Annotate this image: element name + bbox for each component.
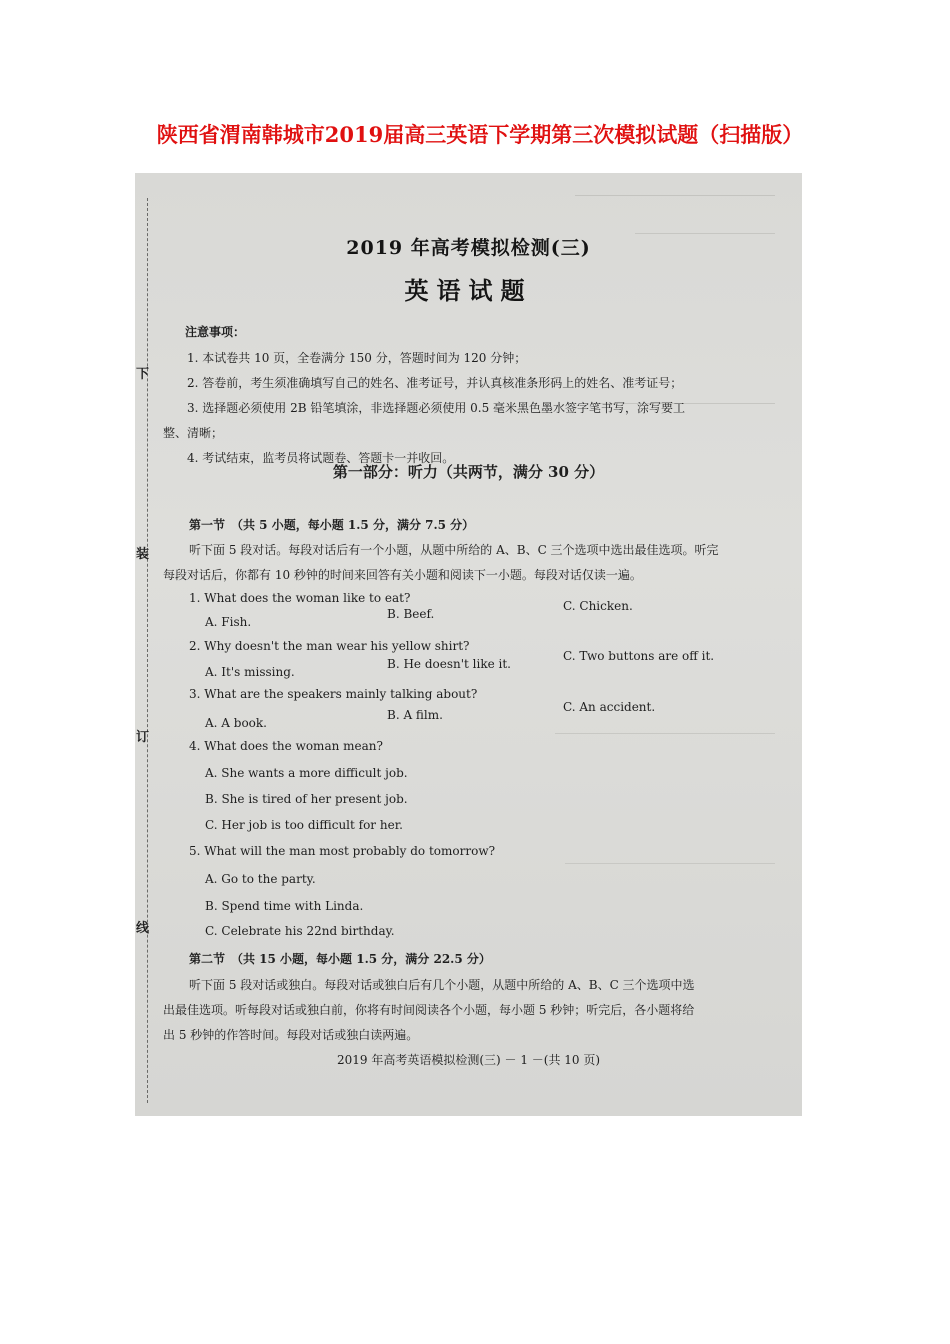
scanned-exam-page [135, 173, 802, 1116]
option-1a: A. Fish. [205, 615, 252, 629]
binding-char-zhuang: 装 [136, 547, 150, 562]
section1-heading: 第一节 （共 5 小题，每小题 1.5 分，满分 7.5 分） [189, 518, 475, 532]
question-5: 5. What will the man most probably do tomorrow? [189, 844, 496, 858]
section1-instruction: 每段对话后，你都有 10 秒钟的时间来回答有关小题和阅读下一小题。每段对话仅读一遍。 [163, 568, 642, 582]
bleed-through-mark [555, 733, 775, 744]
option-3a: A. A book. [205, 716, 267, 730]
option-2c: C. Two buttons are off it. [563, 649, 715, 663]
section1-instruction: 听下面 5 段对话。每段对话后有一个小题，从题中所给的 A、B、C 三个选项中选出最佳选项。听完 [189, 543, 719, 557]
notes-item: 4. 考试结束，监考员将试题卷、答题卡一并收回。 [187, 451, 455, 465]
question-3: 3. What are the speakers mainly talking about? [189, 687, 478, 701]
bleed-through-mark [575, 195, 775, 206]
question-1: 1. What does the woman like to eat? [189, 591, 411, 605]
section2-instruction: 出最佳选项。听每段对话或独白前，你将有时间阅读各个小题，每小题 5 秒钟；听完后，各小题将给 [163, 1003, 695, 1017]
option-4a: A. She wants a more difficult job. [205, 766, 408, 780]
bleed-through-mark [565, 863, 775, 874]
option-2b: B. He doesn't like it. [387, 657, 511, 671]
notes-heading: 注意事项： [185, 325, 246, 339]
option-1b: B. Beef. [387, 607, 435, 621]
option-3b: B. A film. [387, 708, 443, 722]
option-5b: B. Spend time with Linda. [205, 899, 364, 913]
notes-item: 整、清晰； [163, 426, 224, 440]
option-4c: C. Her job is too difficult for her. [205, 818, 403, 832]
binding-char-ding: 订 [136, 730, 150, 745]
page-footer: 2019 年高考英语模拟检测(三) － 1 －(共 10 页) [336, 1053, 601, 1067]
notes-item: 3. 选择题必须使用 2B 铅笔填涂，非选择题必须使用 0.5 毫米黑色墨水签字笔书写，涂写要工 [187, 401, 686, 415]
section2-instruction: 出 5 秒钟的作答时间。每段对话或独白读两遍。 [163, 1028, 419, 1042]
part1-title: 第一部分：听力（共两节，满分 30 分） [332, 463, 605, 481]
option-2a: A. It's missing. [205, 665, 295, 679]
binding-dashed-line [147, 198, 148, 1103]
section2-instruction: 听下面 5 段对话或独白。每段对话或独白后有几个小题，从题中所给的 A、B、C 三个选项中选 [189, 978, 695, 992]
notes-item: 1. 本试卷共 10 页，全卷满分 150 分，答题时间为 120 分钟； [187, 351, 527, 365]
option-3c: C. An accident. [563, 700, 656, 714]
exam-subject: 英语试题 [404, 276, 533, 305]
option-5a: A. Go to the party. [205, 872, 316, 886]
document-title: 陕西省渭南韩城市2019届高三英语下学期第三次模拟试题（扫描版） [156, 122, 804, 147]
option-4b: B. She is tired of her present job. [205, 792, 408, 806]
question-2: 2. Why doesn't the man wear his yellow shirt? [189, 639, 470, 653]
question-4: 4. What does the woman mean? [189, 739, 383, 753]
option-5c: C. Celebrate his 22nd birthday. [205, 924, 395, 938]
notes-item: 2. 答卷前，考生须准确填写自己的姓名、准考证号，并认真核准条形码上的姓名、准考证号； [187, 376, 683, 390]
binding-char-xian: 线 [136, 921, 150, 936]
section2-heading: 第二节 （共 15 小题，每小题 1.5 分，满分 22.5 分） [189, 952, 491, 966]
binding-char-xia: 下 [136, 367, 150, 382]
option-1c: C. Chicken. [563, 599, 633, 613]
exam-title: 2019 年高考模拟检测(三) [346, 237, 591, 259]
